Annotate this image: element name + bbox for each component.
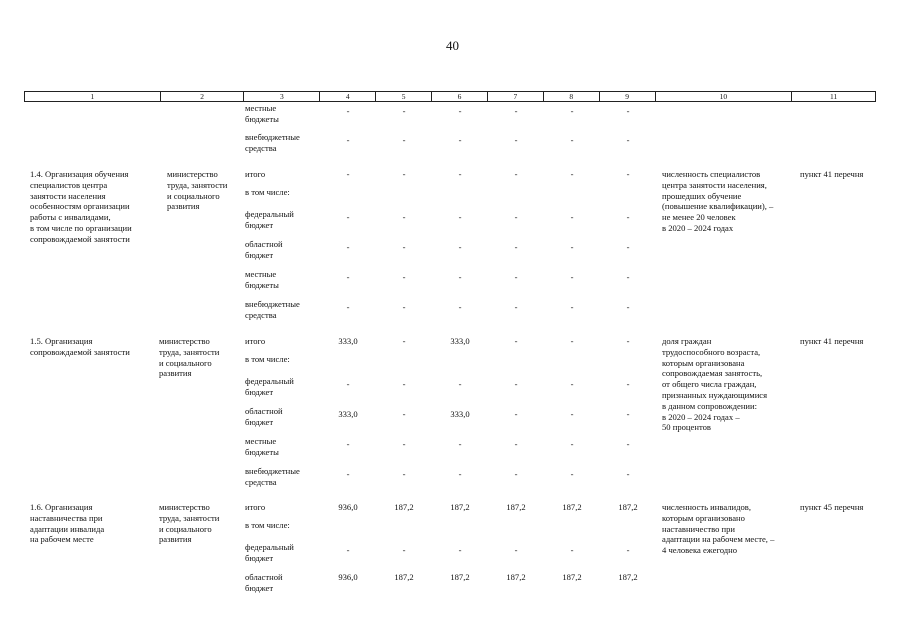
- value-total-col7: 187,2: [506, 502, 526, 512]
- value-federal-col4: -: [346, 212, 350, 222]
- value-federal-col4: -: [346, 545, 350, 555]
- value-extrabudget-col4: -: [346, 302, 350, 312]
- value-extrabudget-col9: -: [626, 469, 630, 479]
- source-label-federal: федеральный бюджет: [245, 209, 294, 230]
- value-federal-col4: -: [346, 379, 350, 389]
- value-regional-col5: -: [402, 242, 406, 252]
- value-regional-col9: -: [626, 242, 630, 252]
- activity-name: 1.4. Организация обучения специалистов центра занятости населения особенностям организации работы с инвалидами, в том числе по организации сопровождаемой занятости: [30, 169, 132, 244]
- value-extrabudget-col8: -: [570, 302, 574, 312]
- value-total-col8: -: [570, 169, 574, 179]
- value-total-col9: 187,2: [618, 502, 638, 512]
- value-local-col6: -: [458, 439, 462, 449]
- value-total-col8: 187,2: [562, 502, 582, 512]
- value-federal-col9: -: [626, 212, 630, 222]
- value-extrabudget-col6: -: [458, 135, 462, 145]
- value-local-col7: -: [514, 272, 518, 282]
- value-total-col8: -: [570, 336, 574, 346]
- target-indicator: численность специалистов центра занятости населения, прошедших обучение (повышение квалификации), – не менее 20 человек в 2020 – 2024 годах: [662, 169, 774, 233]
- value-federal-col8: -: [570, 379, 574, 389]
- source-label-federal: федеральный бюджет: [245, 542, 294, 563]
- value-total-col7: -: [514, 169, 518, 179]
- page-number: 40: [446, 38, 459, 53]
- value-local-col4: -: [346, 439, 350, 449]
- value-local-col9: -: [626, 272, 630, 282]
- source-label-extrabudget: внебюджетные средства: [245, 132, 300, 153]
- activity-name: 1.6. Организация наставничества при адаптации инвалида на рабочем месте: [30, 502, 105, 545]
- value-regional-col4: 936,0: [338, 572, 358, 582]
- value-regional-col7: 187,2: [506, 572, 526, 582]
- value-federal-col5: -: [402, 379, 406, 389]
- value-local-col9: -: [626, 439, 630, 449]
- source-label-regional: областной бюджет: [245, 572, 283, 593]
- source-label-extrabudget: внебюджетные средства: [245, 299, 300, 320]
- value-extrabudget-col6: -: [458, 469, 462, 479]
- value-federal-col7: -: [514, 212, 518, 222]
- value-total-col5: 187,2: [394, 502, 414, 512]
- value-regional-col9: 187,2: [618, 572, 638, 582]
- source-label-regional: областной бюджет: [245, 239, 283, 260]
- col-header-10: 10: [656, 92, 793, 101]
- value-local-col7: -: [514, 439, 518, 449]
- value-extrabudget-col4: -: [346, 135, 350, 145]
- source-label-local: местные бюджеты: [245, 269, 279, 290]
- value-regional-col6: 187,2: [450, 572, 470, 582]
- reference: пункт 41 перечня: [800, 336, 864, 346]
- value-extrabudget-col9: -: [626, 135, 630, 145]
- value-extrabudget-col6: -: [458, 302, 462, 312]
- value-federal-col8: -: [570, 545, 574, 555]
- value-local-col8: -: [570, 272, 574, 282]
- value-total-col4: 333,0: [338, 336, 358, 346]
- value-total-col9: -: [626, 169, 630, 179]
- executor: министерство труда, занятости и социального развития: [167, 169, 228, 212]
- source-label-total: итого: [245, 502, 266, 512]
- value-extrabudget-col7: -: [514, 302, 518, 312]
- value-local-col4: -: [346, 106, 350, 116]
- value-extrabudget-col5: -: [402, 135, 406, 145]
- reference: пункт 45 перечня: [800, 502, 864, 512]
- value-federal-col7: -: [514, 379, 518, 389]
- col-header-4: 4: [320, 92, 376, 101]
- value-total-col9: -: [626, 336, 630, 346]
- col-header-7: 7: [488, 92, 544, 101]
- value-local-col5: -: [402, 272, 406, 282]
- table-header-row: [24, 91, 876, 102]
- col-header-3: 3: [244, 92, 320, 101]
- value-regional-col4: 333,0: [338, 409, 358, 419]
- value-federal-col6: -: [458, 212, 462, 222]
- value-local-col5: -: [402, 439, 406, 449]
- value-total-col5: -: [402, 336, 406, 346]
- source-label-regional: областной бюджет: [245, 406, 283, 427]
- value-federal-col9: -: [626, 545, 630, 555]
- value-local-col6: -: [458, 106, 462, 116]
- value-local-col8: -: [570, 439, 574, 449]
- value-extrabudget-col9: -: [626, 302, 630, 312]
- value-extrabudget-col5: -: [402, 302, 406, 312]
- value-local-col6: -: [458, 272, 462, 282]
- source-label-including: в том числе:: [245, 187, 290, 197]
- value-federal-col5: -: [402, 212, 406, 222]
- source-label-extrabudget: внебюджетные средства: [245, 466, 300, 487]
- value-federal-col8: -: [570, 212, 574, 222]
- value-extrabudget-col4: -: [346, 469, 350, 479]
- source-label-total: итого: [245, 336, 266, 346]
- reference: пункт 41 перечня: [800, 169, 864, 179]
- value-local-col4: -: [346, 272, 350, 282]
- value-regional-col5: 187,2: [394, 572, 414, 582]
- target-indicator: численность инвалидов, которым организовано наставничество при адаптации на рабочем месте, – 4 человека ежегодно: [662, 502, 775, 556]
- value-total-col5: -: [402, 169, 406, 179]
- value-local-col8: -: [570, 106, 574, 116]
- col-header-6: 6: [432, 92, 488, 101]
- activity-name: 1.5. Организация сопровождаемой занятости: [30, 336, 130, 357]
- value-federal-col5: -: [402, 545, 406, 555]
- value-extrabudget-col7: -: [514, 469, 518, 479]
- col-header-2: 2: [161, 92, 245, 101]
- value-federal-col6: -: [458, 545, 462, 555]
- source-label-local: местные бюджеты: [245, 103, 279, 124]
- value-total-col6: -: [458, 169, 462, 179]
- value-local-col7: -: [514, 106, 518, 116]
- value-regional-col6: -: [458, 242, 462, 252]
- col-header-5: 5: [376, 92, 432, 101]
- value-extrabudget-col7: -: [514, 135, 518, 145]
- value-extrabudget-col8: -: [570, 135, 574, 145]
- col-header-8: 8: [544, 92, 600, 101]
- value-federal-col6: -: [458, 379, 462, 389]
- executor: министерство труда, занятости и социального развития: [159, 502, 220, 545]
- value-regional-col8: -: [570, 242, 574, 252]
- value-total-col6: 187,2: [450, 502, 470, 512]
- target-indicator: доля граждан трудоспособного возраста, которым организована сопровождаемая занятость, от общего числа граждан, признанных нуждающимися в данном сопровождении: в 2020 – 2024 годах – 50 процентов: [662, 336, 768, 433]
- col-header-9: 9: [600, 92, 656, 101]
- value-total-col4: 936,0: [338, 502, 358, 512]
- executor: министерство труда, занятости и социального развития: [159, 336, 220, 379]
- source-label-local: местные бюджеты: [245, 436, 279, 457]
- col-header-11: 11: [830, 92, 838, 101]
- value-regional-col8: -: [570, 409, 574, 419]
- value-regional-col7: -: [514, 409, 518, 419]
- value-regional-col4: -: [346, 242, 350, 252]
- value-local-col9: -: [626, 106, 630, 116]
- source-label-including: в том числе:: [245, 520, 290, 530]
- value-regional-col9: -: [626, 409, 630, 419]
- value-federal-col9: -: [626, 379, 630, 389]
- value-total-col4: -: [346, 169, 350, 179]
- value-local-col5: -: [402, 106, 406, 116]
- value-total-col6: 333,0: [450, 336, 470, 346]
- source-label-federal: федеральный бюджет: [245, 376, 294, 397]
- source-label-including: в том числе:: [245, 354, 290, 364]
- value-extrabudget-col8: -: [570, 469, 574, 479]
- value-extrabudget-col5: -: [402, 469, 406, 479]
- value-regional-col6: 333,0: [450, 409, 470, 419]
- value-total-col7: -: [514, 336, 518, 346]
- col-header-1: 1: [25, 92, 161, 101]
- source-label-total: итого: [245, 169, 266, 179]
- value-regional-col7: -: [514, 242, 518, 252]
- value-regional-col5: -: [402, 409, 406, 419]
- value-federal-col7: -: [514, 545, 518, 555]
- value-regional-col8: 187,2: [562, 572, 582, 582]
